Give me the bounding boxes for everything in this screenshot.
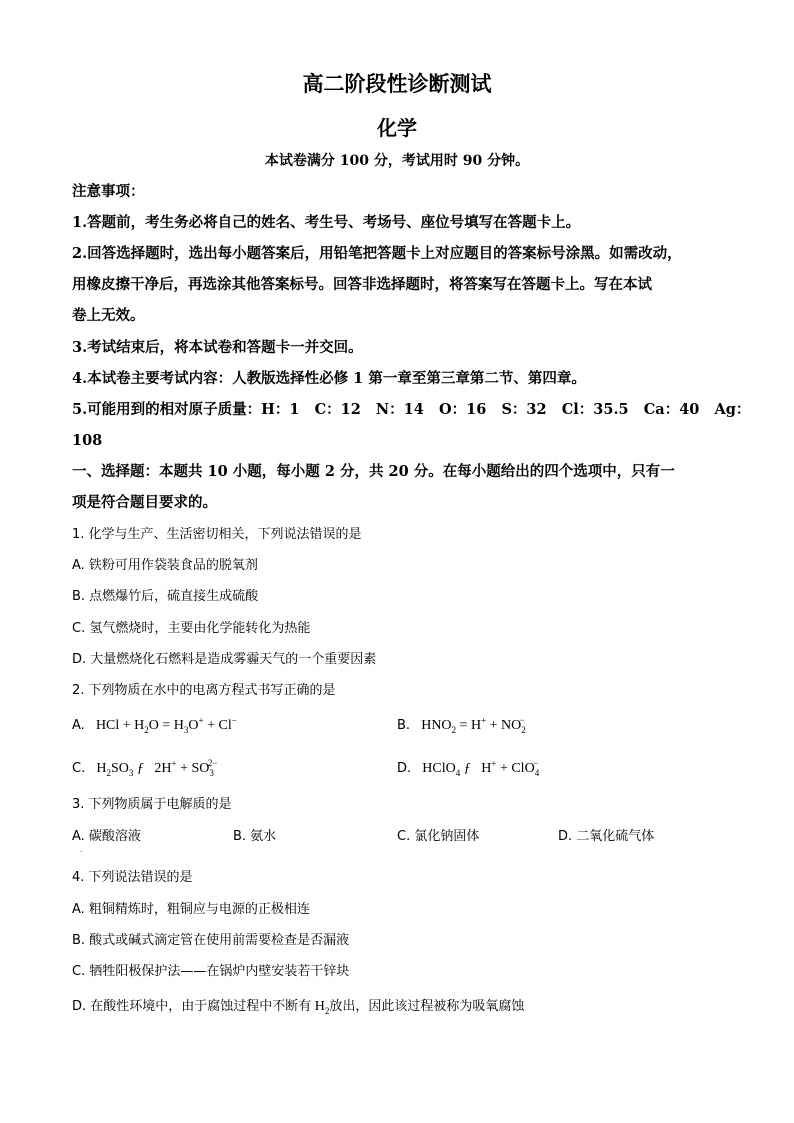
q3-option-c: C. 氯化钠固体 [397,829,480,844]
q2-option-b-equation: $HNO_2 = H^+ + NO_2^-$ [414,715,526,735]
q2-option-a-label: A. [72,718,85,733]
q2-option-b-label: B. [397,718,411,733]
notes-heading: 注意事项： [72,183,145,200]
note-2-line3: 卷上无效。 [72,307,145,324]
q4-option-c: C. 牺牲阳极保护法——在锅炉内壁安装若干锌块 [72,964,350,979]
exam-info: 本试卷满分 100 分，考试用时 90 分钟。 [264,153,530,169]
note-3: 3.考试结束后，将本试卷和答题卡一并交回。 [72,339,363,356]
subject-title: 化学 [377,116,417,140]
q1-option-d: D. 大量燃烧化石燃料是造成雾霾天气的一个重要因素 [72,652,377,667]
note-1: 1.答题前，考生务必将自己的姓名、考生号、考场号、座位号填写在答题卡上。 [72,214,581,231]
section-1-heading-line1: 一、选择题：本题共 10 小题，每小题 2 分，共 20 分。在每小题给出的四个选项中，只有一 [72,463,675,480]
section-1-heading-line2: 项是符合题目要求的。 [72,494,217,511]
q1-option-b: B. 点燃爆竹后，硫直接生成硫酸 [72,589,259,604]
q1-option-c: C. 氢气燃烧时，主要由化学能转化为热能 [72,621,311,636]
q2-option-c-label: C. [72,761,86,776]
q2-option-c-equation: $H_2SO_3$ ƒ $2H^+ + SO_3^{2-}$ [89,758,218,778]
exam-title: 高二阶段性诊断测试 [302,71,492,96]
stray-dot: · [80,849,82,856]
note-2-line1: 2.回答选择题时，选出每小题答案后，用铅笔把答题卡上对应题目的答案标号涂黑。如需改动， [72,245,682,262]
q2-stem: 2. 下列物质在水中的电离方程式书写正确的是 [72,683,336,698]
q4-option-d-text-pre: D. 在酸性环境中，由于腐蚀过程中不断有 [72,999,312,1014]
note-5-line1: 5.可能用到的相对原子质量：H：1 C：12 N：14 O：16 S：32 Cl：35.5 Ca：40 Ag： [72,401,751,418]
q2-option-d-equation: HClO$_4$ ƒ H+ + ClO$_4$− [415,758,540,778]
q1-option-a: A. 铁粉可用作袋装食品的脱氧剂 [72,558,258,573]
q4-stem: 4. 下列说法错误的是 [72,870,193,885]
q4-option-d-formula: $H_2$ [311,999,330,1016]
q4-option-d [72,998,524,1016]
q4-option-b: B. 酸式或碱式滴定管在使用前需要检查是否漏液 [72,933,350,948]
note-5-line2: 108 [72,432,103,449]
q1-stem: 1. 化学与生产、生活密切相关，下列说法错误的是 [72,527,362,542]
q2-option-b [397,717,525,735]
q4-option-a: A. 粗铜精炼时，粗铜应与电源的正极相连 [72,902,310,917]
q4-option-d-text-post: 放出，因此该过程被称为吸氧腐蚀 [329,999,525,1014]
q3-option-a: A. 碳酸溶液 [72,829,141,844]
q3-option-b: B. 氨水 [233,829,277,844]
note-4: 4.本试卷主要考试内容：人教版选择性必修 1 第一章至第三章第二节、第四章。 [72,370,586,387]
q3-option-d: D. 二氧化硫气体 [558,829,655,844]
q3-stem: 3. 下列物质属于电解质的是 [72,797,232,812]
q2-option-a-equation: HCl + $H_2O = H_3O^+ + Cl^-$ [88,715,237,735]
note-2-line2: 用橡皮擦干净后，再选涂其他答案标号。回答非选择题时，将答案写在答题卡上。写在本试 [72,276,652,293]
q2-option-d-label: D. [397,761,412,776]
q2-option-c [72,760,217,778]
q2-option-a [72,717,237,735]
q2-option-d [397,760,538,778]
